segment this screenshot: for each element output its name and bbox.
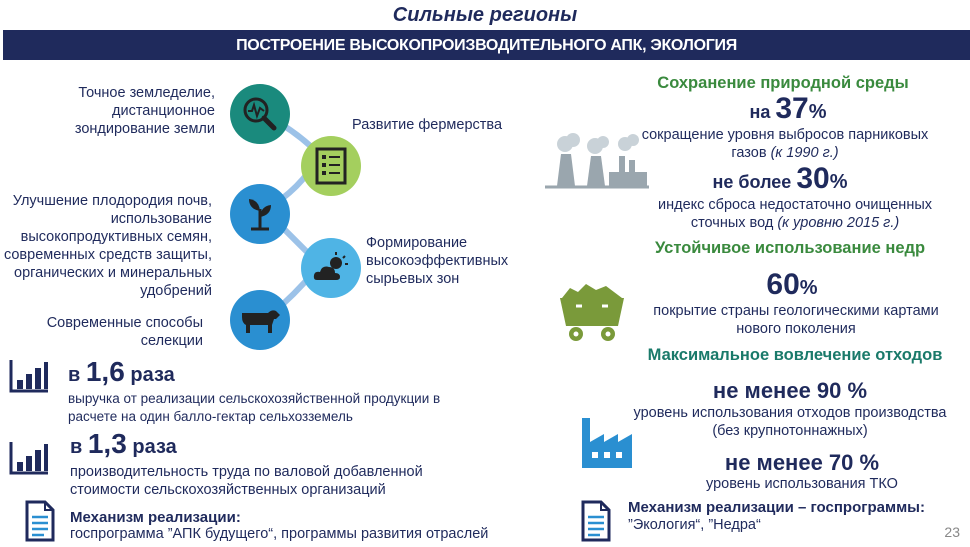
left-mechanism-description: госпрограмма ”АПК будущего“, программы развития отраслей [70,526,489,542]
bar-chart-icon [8,440,50,476]
stat2-description: производительность труда по валовой добавленной стоимости сельскохозяйственных организаций [70,464,423,498]
item-selection: Современные способы селекции [46,315,203,349]
cow-icon [230,290,290,350]
stat-emissions-note: (к 1990 г.) [770,145,839,161]
weather-icon [301,238,361,298]
left-mechanism-title: Механизм реализации: [70,509,241,526]
factory-smoke-icon [543,128,651,190]
stat-wastewater-unit: % [829,171,848,193]
stat-waste90-description: уровень использования отходов производства (без крупнотоннажных) [633,405,947,439]
stat-emissions-unit: % [808,101,827,123]
section-banner: ПОСТРОЕНИЕ ВЫСОКОПРОИЗВОДИТЕЛЬНОГО АПК, ЭКОЛОГИЯ [3,30,970,60]
right-mechanism-description: ”Экология“, ”Недра“ [628,517,761,533]
mine-cart-icon [556,278,628,344]
stat1-value: 1,6 [85,356,125,387]
stat-wastewater-description [655,196,935,232]
stat-maps-value: 60 [766,268,800,301]
stat1-prefix: в [68,364,81,386]
stat-tko70-description: уровень использования ТКО [706,476,898,492]
item-precision-farming: Точное земледелие, дистанционное зондирование земли [74,85,215,137]
magnifier-chart-icon [230,84,290,144]
stat-wastewater-note: (к уровню 2015 г.) [777,215,900,231]
stat-emissions-description [640,126,930,162]
stat1-description: выручка от реализации сельскохозяйственной продукции в расчете на один балло-гектар сельхозземель [68,391,441,424]
page-title: Сильные регионы [392,4,578,26]
stat2-headline [70,428,270,460]
stat2-value: 1,3 [87,428,127,459]
heading-subsoil: Устойчивое использование недр [654,239,926,257]
stat-wastewater-value: 30 [796,162,830,195]
right-mechanism-title: Механизм реализации – госпрограммы: [628,499,925,516]
stat-wastewater-desc: индекс сброса недостаточно очищенных сточных вод [658,197,932,231]
stat-waste90-value: не менее 90 % [712,378,868,403]
stat2-unit: раза [132,436,177,458]
stat-emissions-headline [688,92,888,126]
document-icon [24,500,56,542]
item-farming: Развитие фермерства [352,117,503,133]
stat-wastewater-headline [690,162,870,196]
stat-emissions-prefix: на [749,102,771,122]
stat-tko70-value: не менее 70 % [724,450,880,475]
document-icon [580,500,612,542]
heading-waste: Максимальное вовлечение отходов [647,346,943,364]
stat-emissions-value: 37 [775,92,809,125]
stat-emissions-desc: сокращение уровня выбросов парниковых газов [641,127,929,161]
stat1-unit: раза [130,364,175,386]
stat-maps-headline [742,268,842,302]
heading-nature: Сохранение природной среды [657,74,909,92]
checklist-icon [301,136,361,196]
item-zones: Формирование высокоэффективных сырьевых зон [366,235,509,287]
stat1-headline [68,356,268,388]
stat2-prefix: в [70,436,83,458]
stat-wastewater-prefix: не более [712,172,792,192]
sprout-icon [230,184,290,244]
stat-maps-unit: % [799,277,818,299]
page-number: 23 [944,524,960,540]
stat-maps-description: покрытие страны геологическими картами нового поколения [653,303,939,337]
item-fertility: Улучшение плодородия почв, использование высокопродуктивных семян, современных средств защиты, органических и минеральных удобрений [3,193,212,299]
bar-chart-icon [8,358,50,394]
